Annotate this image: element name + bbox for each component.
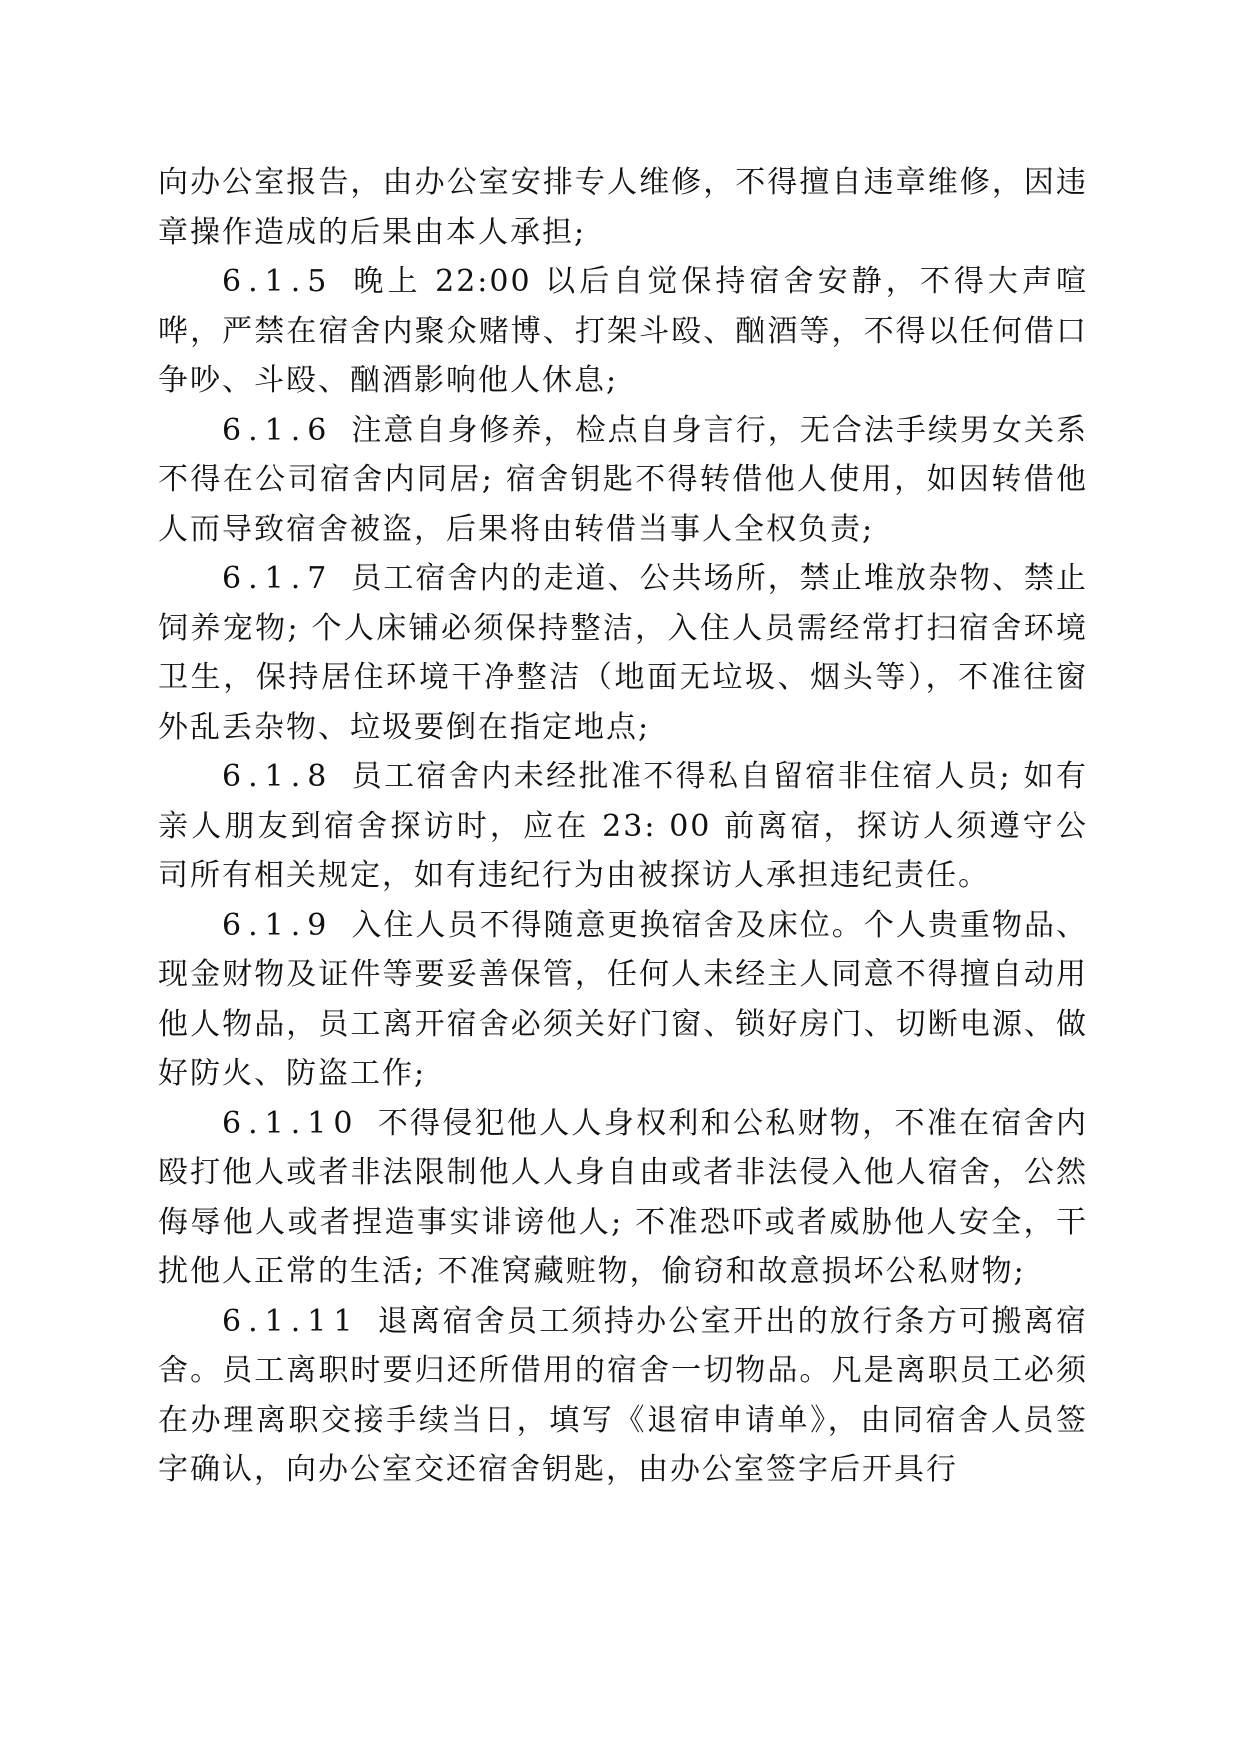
clause-text: 晚上 22:00 以后自觉保持宿舍安静，不得大声喧哗，严禁在宿舍内聚众赌博、打架斗殴、酗酒等，不得以任何借口争吵、斗殴、酗酒影响他人休息; xyxy=(158,264,1088,398)
document-page xyxy=(158,158,1088,1495)
clause-6-1-5 xyxy=(158,257,1088,406)
clause-text: 员工宿舍内未经批准不得私自留宿非住宿人员; 如有亲人朋友到宿舍探访时，应在 23: 00 前离宿，探访人须遵守公司所有相关规定，如有违纪行为由被探访人承担违纪责任。 xyxy=(158,759,1088,893)
clause-6-1-9 xyxy=(158,901,1088,1099)
paragraph-text: 向办公室报告，由办公室安排专人维修，不得擅自违章维修，因违章操作造成的后果由本人承担; xyxy=(158,165,1088,250)
clause-number: 6.1.5 xyxy=(222,264,334,299)
clause-6-1-10 xyxy=(158,1099,1088,1297)
clause-text: 退离宿舍员工须持办公室开出的放行条方可搬离宿舍。员工离职时要归还所借用的宿舍一切物品。凡是离职员工必须在办理离职交接手续当日，填写《退宿申请单》，由同宿舍人员签字确认，向办公室交还宿舍钥匙，由办公室签字后开具行 xyxy=(158,1303,1088,1487)
clause-6-1-11 xyxy=(158,1297,1088,1495)
clause-number: 6.1.7 xyxy=(222,561,334,596)
clause-text: 入住人员不得随意更换宿舍及床位。个人贵重物品、现金财物及证件等要妥善保管，任何人未经主人同意不得擅自动用他人物品，员工离开宿舍必须关好门窗、锁好房门、切断电源、做好防火、防盗工作; xyxy=(158,907,1088,1091)
clause-text: 注意自身修养，检点自身言行，无合法手续男女关系不得在公司宿舍内同居; 宿舍钥匙不得转借他人使用，如因转借他人而导致宿舍被盗，后果将由转借当事人全权负责; xyxy=(158,412,1088,547)
clause-number: 6.1.11 xyxy=(222,1303,360,1339)
clause-text: 不得侵犯他人人身权利和公私财物，不准在宿舍内殴打他人或者非法限制他人人身自由或者非法侵入他人宿舍，公然侮辱他人或者捏造事实诽谤他人; 不准恐吓或者威胁他人安全，干扰他人正常的生活; 不准窝藏赃物，偷窃和故意损坏公私财物; xyxy=(158,1105,1088,1289)
clause-6-1-7 xyxy=(158,554,1088,752)
clause-number: 6.1.9 xyxy=(222,907,334,943)
clause-text: 员工宿舍内的走道、公共场所，禁止堆放杂物、禁止饲养宠物; 个人床铺必须保持整洁，入住人员需经常打扫宿舍环境卫生，保持居住环境干净整洁（地面无垃圾、烟头等），不准往窗外乱丢杂物、垃圾要倒在指定地点; xyxy=(158,561,1088,745)
clause-6-1-6 xyxy=(158,406,1088,555)
clause-6-1-8 xyxy=(158,752,1088,901)
paragraph-continuation xyxy=(158,158,1088,257)
clause-number: 6.1.6 xyxy=(222,412,334,448)
clause-number: 6.1.8 xyxy=(222,759,334,794)
clause-number: 6.1.10 xyxy=(222,1105,360,1141)
